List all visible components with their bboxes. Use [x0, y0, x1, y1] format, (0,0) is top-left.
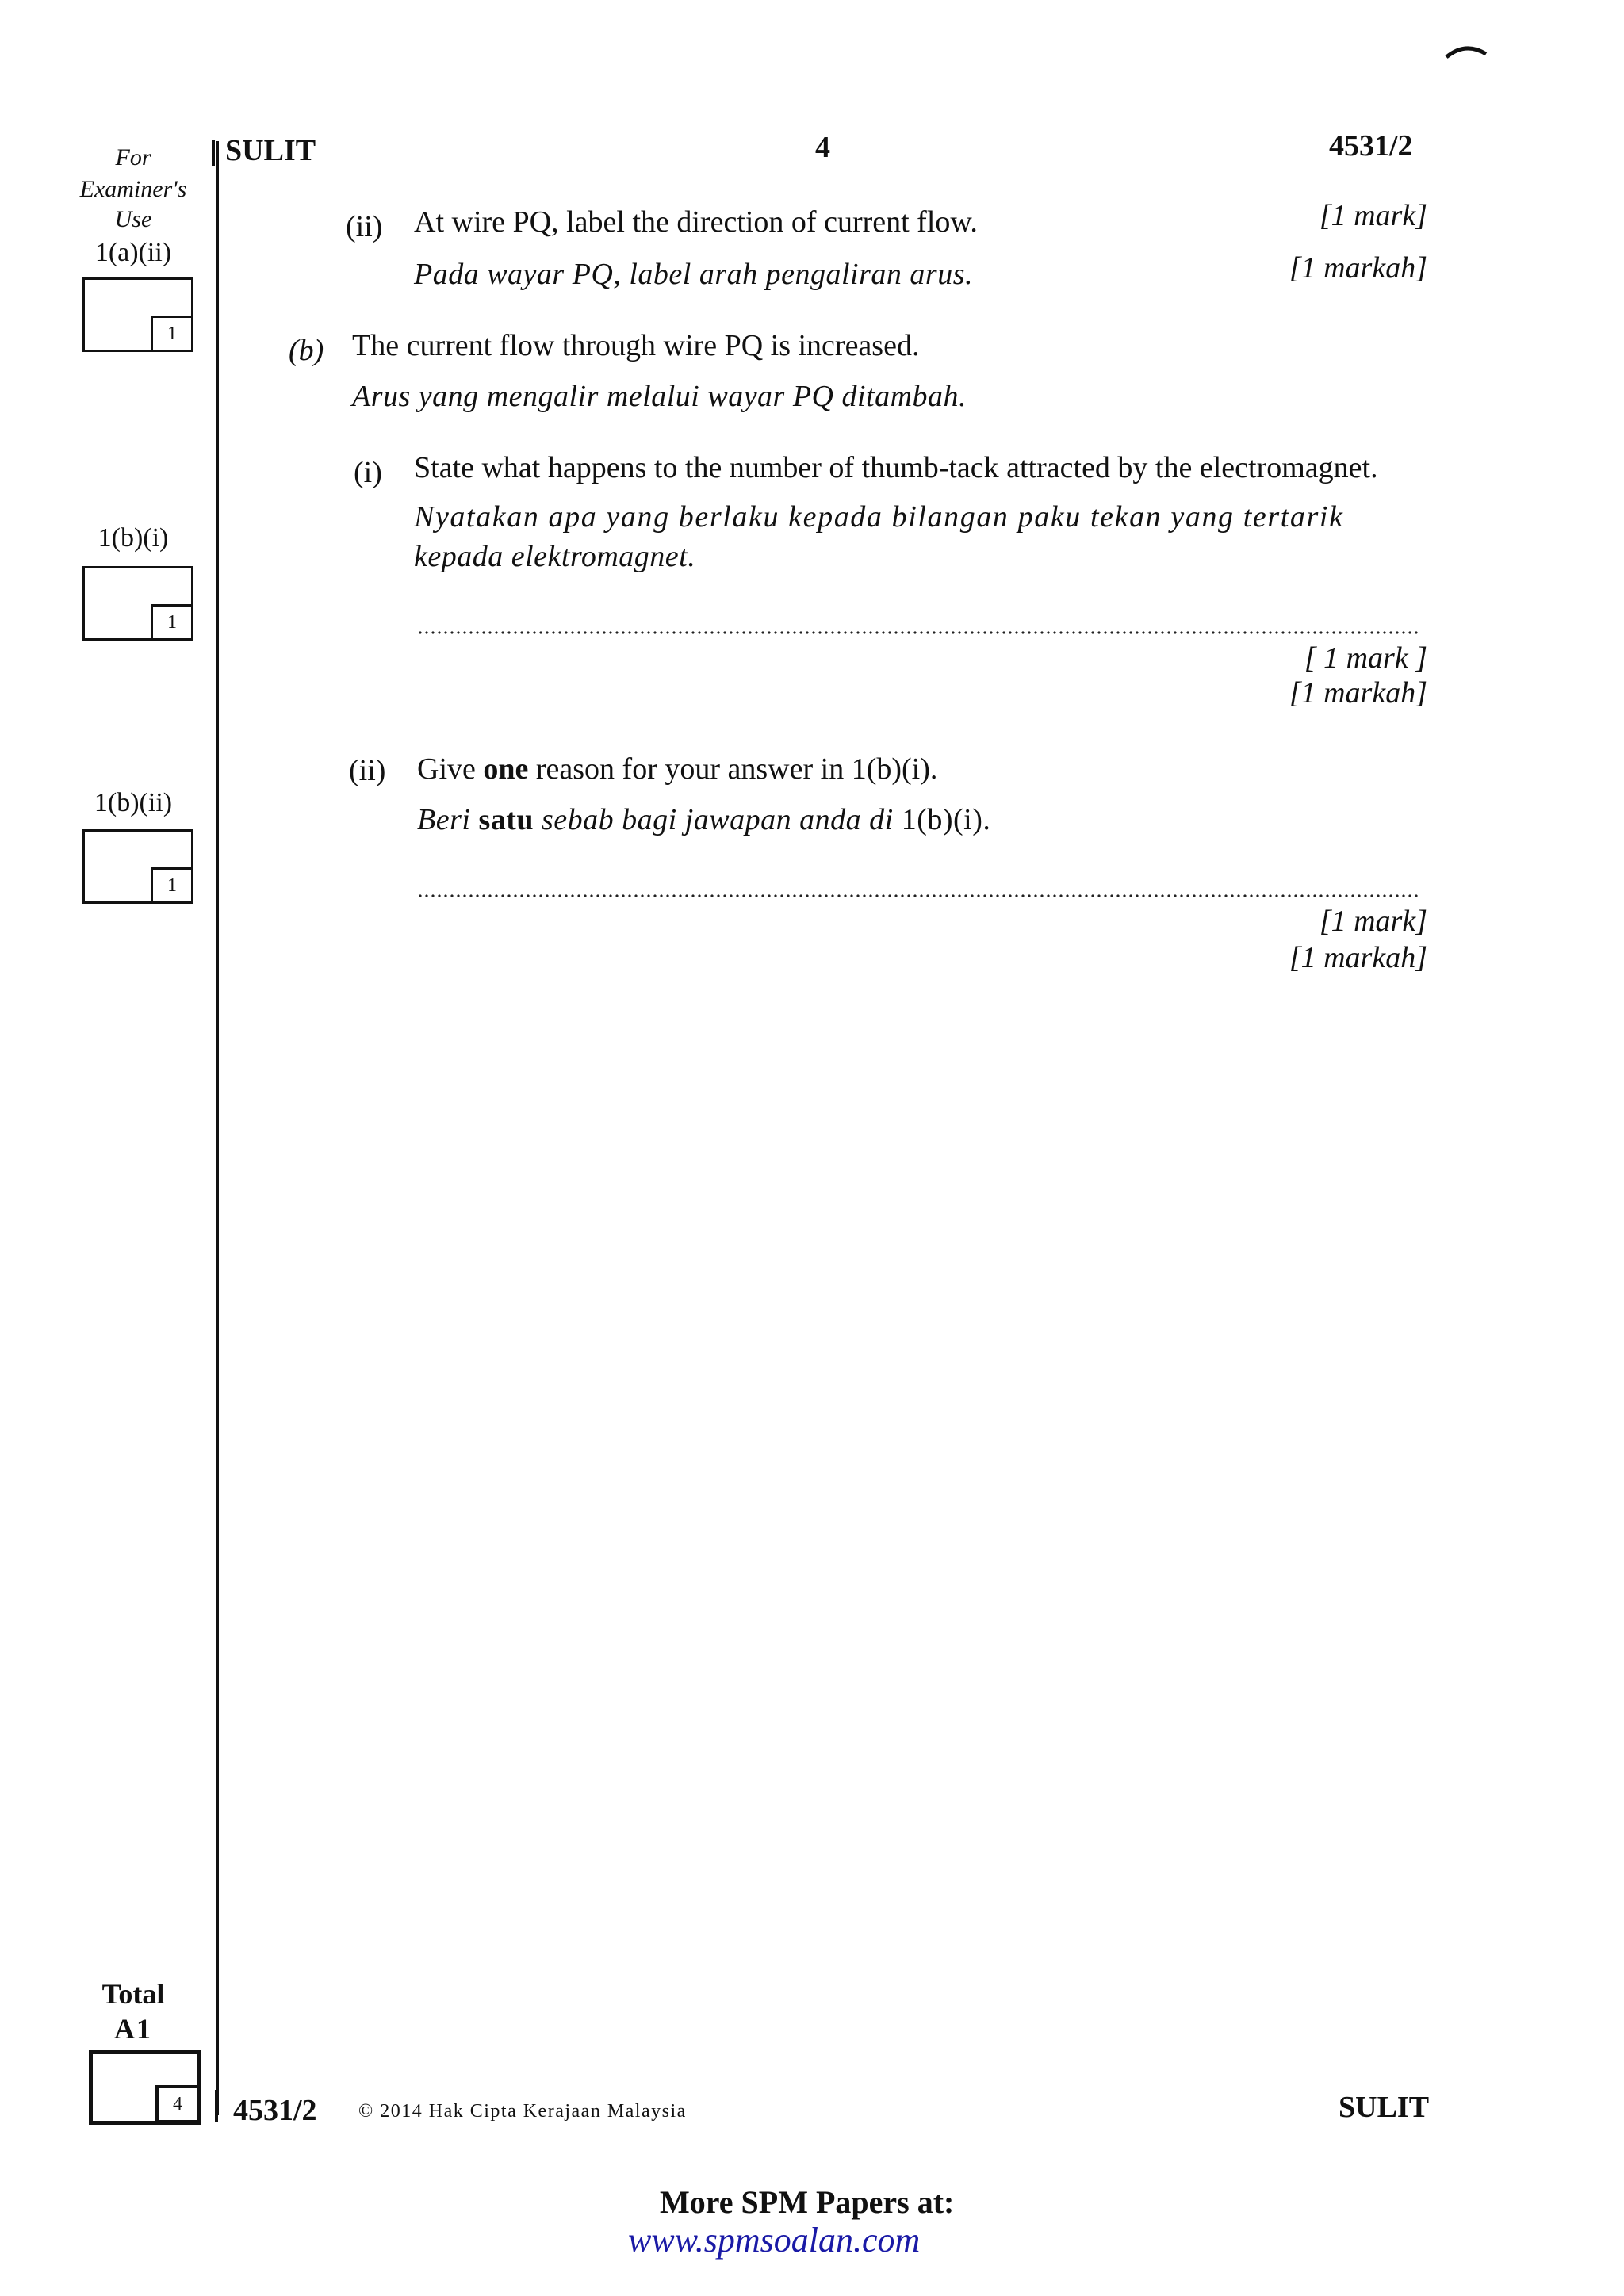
score-box-label-1a-ii: 1(a)(ii) — [94, 238, 172, 267]
question-a-ii-en: At wire PQ, label the direction of current flow. — [414, 205, 978, 239]
total-subtitle: A1 — [114, 2013, 152, 2045]
question-b-i-en: State what happens to the number of thumb-tack attracted by the electromagnet. — [414, 451, 1378, 484]
question-b-en: The current flow through wire PQ is increased. — [352, 329, 920, 362]
promo-line: More SPM Papers at: — [660, 2184, 955, 2220]
mark-a-ii-en: [1 mark] — [1319, 199, 1427, 232]
header-divider — [212, 140, 215, 166]
examiner-use-line-3: Use — [114, 206, 152, 232]
examiner-use-line-2: Examiner's — [79, 176, 187, 202]
score-box-max: 1 — [151, 316, 193, 352]
question-b-my: Arus yang mengalir melalui wayar PQ ditambah. — [352, 380, 967, 413]
total-score-max: 4 — [155, 2085, 200, 2123]
question-b-i-my-1: Nyatakan apa yang berlaku kepada bilangan paku tekan yang tertarik — [414, 500, 1344, 534]
mark-b-i-my: [1 markah] — [1289, 676, 1427, 710]
score-box-max: 1 — [151, 604, 193, 641]
mark-b-i-en: [ 1 mark ] — [1304, 641, 1427, 675]
score-box-label-1b-ii: 1(b)(ii) — [94, 788, 173, 817]
margin-rule — [216, 141, 219, 2115]
corner-mark-icon — [1445, 41, 1489, 60]
score-box-1b-ii[interactable] — [82, 829, 193, 904]
item-number-a-ii: (ii) — [346, 210, 383, 243]
mark-a-ii-my: [1 markah] — [1289, 251, 1427, 285]
total-score-box[interactable] — [89, 2050, 201, 2125]
question-b-ii-en: Give one reason for your answer in 1(b)(i). — [417, 752, 938, 786]
footer-divider — [215, 2090, 218, 2122]
item-number-b: (b) — [289, 334, 324, 367]
mark-b-ii-my: [1 markah] — [1289, 941, 1427, 974]
question-a-ii-my: Pada wayar PQ, label arah pengaliran arus. — [414, 258, 973, 291]
header-paper-code: 4531/2 — [1329, 129, 1413, 163]
total-title: Total — [102, 1978, 165, 2010]
answer-line-b-i[interactable] — [417, 631, 1419, 634]
score-box-1a-ii[interactable] — [82, 277, 193, 352]
footer-classification: SULIT — [1339, 2091, 1430, 2124]
mark-b-ii-en: [1 mark] — [1319, 905, 1427, 938]
page-number: 4 — [815, 131, 830, 164]
examiner-use-line-1: For — [115, 144, 151, 170]
question-b-i-my-2: kepada elektromagnet. — [414, 540, 696, 573]
question-b-ii-my: Beri satu sebab bagi jawapan anda di 1(b)(i). — [417, 803, 991, 836]
score-box-max: 1 — [151, 867, 193, 904]
score-box-label-1b-i: 1(b)(i) — [98, 523, 169, 553]
header-classification: SULIT — [225, 134, 316, 167]
item-number-b-i: (i) — [354, 456, 382, 489]
footer-copyright: © 2014 Hak Cipta Kerajaan Malaysia — [358, 2101, 687, 2122]
item-number-b-ii: (ii) — [349, 754, 386, 787]
promo-link[interactable]: www.spmsoalan.com — [628, 2221, 921, 2260]
answer-line-b-ii[interactable] — [417, 894, 1419, 897]
footer-paper-code: 4531/2 — [233, 2094, 317, 2127]
score-box-1b-i[interactable] — [82, 566, 193, 641]
